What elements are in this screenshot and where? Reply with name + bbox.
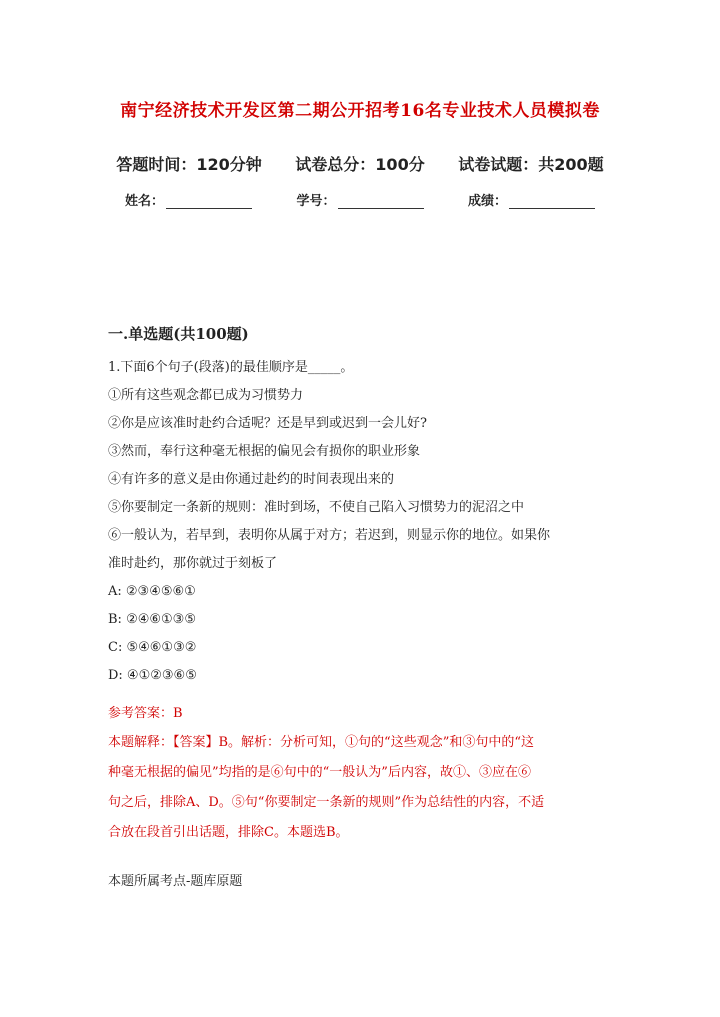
statement-item: ①所有这些观念都已成为习惯势力: [108, 388, 304, 403]
student-fields: [0, 190, 720, 209]
section-heading: 一.单选题(共100题): [108, 325, 249, 343]
exam-time: 答题时间：120分钟: [116, 155, 262, 174]
statement-item: ④有许多的意义是由你通过赴约的时间表现出来的: [108, 472, 395, 487]
option-b: B: ②④⑥①③⑤: [108, 612, 196, 627]
option-a: A: ②③④⑤⑥①: [108, 584, 196, 599]
grade-field: [468, 190, 595, 209]
id-blank: [338, 196, 424, 209]
question-stem: 1.下面6个句子(段落)的最佳顺序是_____。: [108, 360, 354, 375]
option-c: C: ⑤④⑥①③②: [108, 640, 197, 655]
statement-item: ②你是应该准时赴约合适呢？还是早到或迟到一会儿好?: [108, 416, 427, 431]
exam-count: 试卷试题：共200题: [458, 155, 604, 174]
statement-item: ⑥一般认为，若早到，表明你从属于对方；若迟到，则显示你的地位。如果你: [108, 528, 551, 543]
exam-title: 南宁经济技术开发区第二期公开招考16名专业技术人员模拟卷: [120, 101, 600, 121]
explanation-line: 种毫无根据的偏见”均指的是⑥句中的“一般认为”后内容，故①、③应在⑥: [108, 765, 531, 780]
grade-blank: [509, 196, 595, 209]
name-field: [125, 190, 252, 209]
statement-item: 准时赴约，那你就过于刻板了: [108, 556, 278, 571]
option-d: D: ④①②③⑥⑤: [108, 668, 197, 683]
question-body: [108, 354, 616, 896]
explanation-line: 句之后，排除A、D。⑤句“你要制定一条新的规则”作为总结性的内容，不适: [108, 795, 545, 810]
name-blank: [166, 196, 252, 209]
source-note: 本题所属考点-题库原题: [108, 874, 243, 889]
statement-item: ③然而，奉行这种毫无根据的偏见会有损你的职业形象: [108, 444, 421, 459]
exam-meta: [0, 152, 720, 175]
answer-line: 参考答案：B: [108, 706, 183, 721]
id-field: [296, 190, 423, 209]
grade-label: 成绩：: [468, 194, 508, 209]
name-label: 姓名：: [124, 194, 164, 209]
id-label: 学号：: [296, 194, 336, 209]
explanation-line: 本题解释：【答案】B。解析：分析可知，①句的“这些观念”和③句中的“这: [108, 735, 534, 750]
exam-score: 试卷总分：100分: [295, 155, 425, 174]
explanation-line: 合放在段首引出话题，排除C。本题选B。: [108, 825, 349, 840]
statement-item: ⑤你要制定一条新的规则：准时到场，不使自己陷入习惯势力的泥沼之中: [108, 500, 525, 515]
